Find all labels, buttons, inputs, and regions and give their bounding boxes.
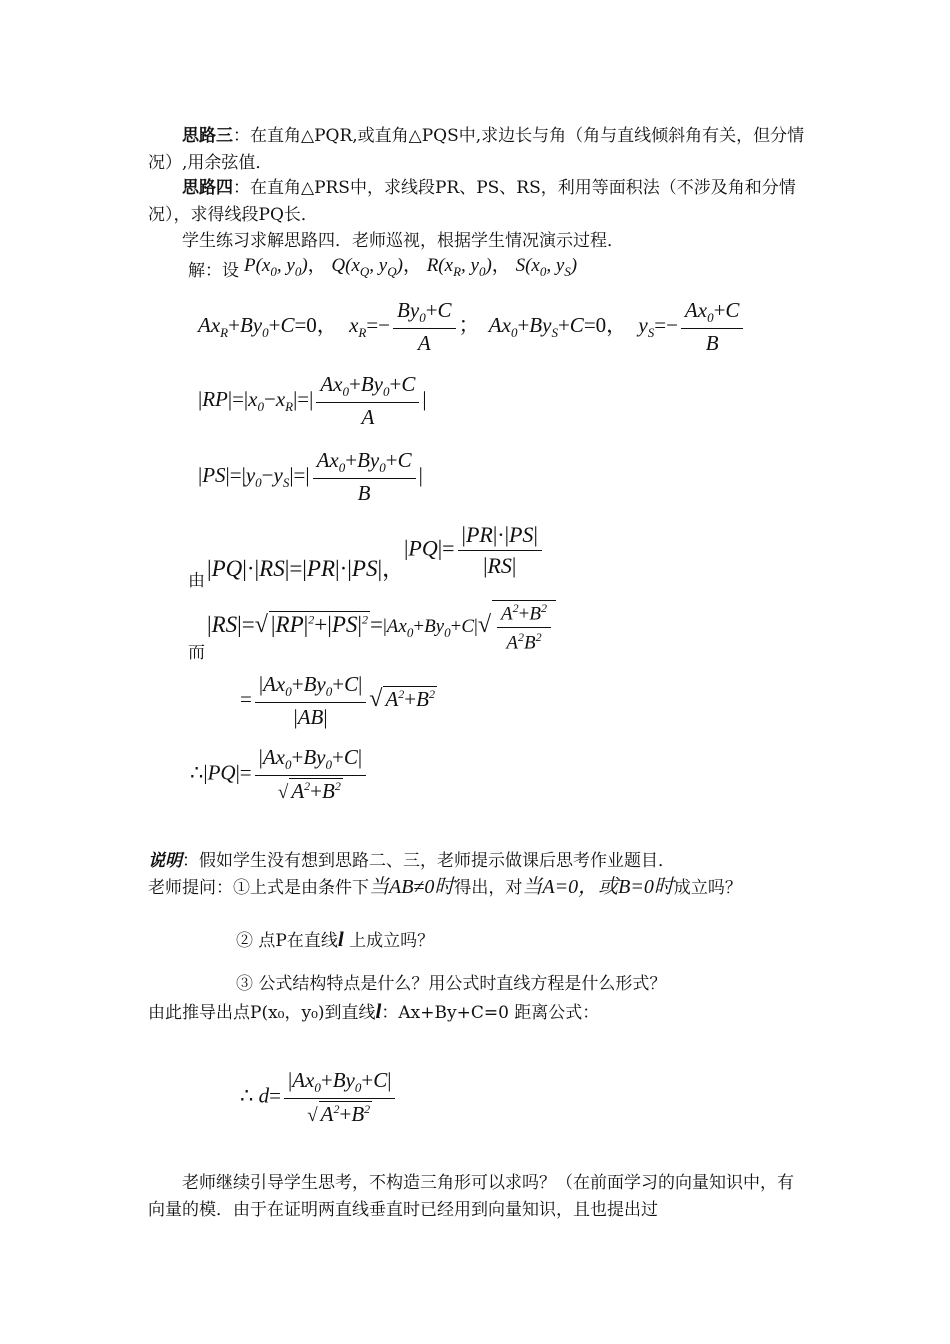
text-method-4: ：在直角△PRS中，求线段PR、PS、RS，利用等面积法（不涉及角和分情况），求得线段PQ长．: [148, 178, 796, 225]
eq-pq-ratio: |PQ|= $\frac{|PR|\cdot|PS|}{|RS|}$: [404, 522, 545, 579]
er-label: 而: [188, 643, 205, 663]
paragraph-question-2: [236, 926, 434, 954]
question-prefix: 老师提问：①上式是由条件下: [148, 878, 369, 898]
eq-rs: |RS|=√ $|RP|^2+|PS|^2=|Ax_0+By_0+C|√$ $\frac{A^2+B^2}{A^2B^2}$: [207, 600, 556, 655]
distance-formula: ∴ d= $\frac{|Ax_0+By_0+C|}{√ A^2+B^2}$: [240, 1068, 398, 1127]
eq-ps: $|PS|=|y_0-y_S|=|$ $\frac{Ax_0+By_0+C}{B}$ |: [198, 448, 423, 506]
paragraph-continue: [148, 1170, 808, 1224]
question-condition-1: 当AB≠0时: [369, 876, 455, 898]
note-text: ：假如学生没有想到思路二、三，老师提示做课后思考作业题目．: [182, 851, 675, 871]
question-end: 成立吗？: [673, 878, 742, 898]
you-label: 由: [188, 571, 205, 591]
eq-area: |PQ|·|RS|=|PR|·|PS|，: [207, 556, 406, 581]
paragraph-note: [148, 848, 808, 875]
eq-rp: $|RP|=|x_0-x_R|=|$ $\frac{Ax_0+By_0+C}{A}$ |: [198, 372, 427, 430]
paragraph-question-3: [236, 971, 666, 997]
question-2-pre: ② 点P在直线: [236, 931, 338, 951]
question-2-post: 上成立吗？: [343, 931, 435, 951]
word-you: [188, 568, 205, 594]
derive-pre: 由此推导出点P(x₀，y₀)到直线: [148, 1003, 376, 1023]
label-method-4: 思路四: [182, 178, 233, 198]
continue-text: 老师继续引导学生思考，不构造三角形可以求吗？（在前面学习的向量知识中，有向量的模．由于在证明两直线垂直时已经用到向量知识，且也提出过: [148, 1173, 794, 1220]
word-er: [188, 640, 205, 666]
paragraph-method-3: [148, 123, 808, 177]
solution-intro: [188, 258, 239, 284]
paragraph-question-1: [148, 874, 808, 902]
points-definition: $P(x_0$, $y_0$)， $Q(x_Q$, $y_Q$)， $R(x_R$, $y_0$)， $S(x_0$, $y_S$): [244, 255, 578, 279]
eq-rs-simplified: = $\frac{|Ax_0+By_0+C|}{|AB|}$ √ $A^2+B^2$: [240, 672, 435, 730]
label-method-3: 思路三: [182, 126, 233, 146]
question-2-line: l: [337, 927, 344, 951]
question-mid: 得出，对: [454, 878, 523, 898]
question-condition-2a: 当A=0，: [522, 876, 599, 898]
paragraph-derive: [148, 998, 599, 1026]
eq-pq-result: ∴|PQ|= $\frac{|Ax_0+By_0+C|}{√ A^2+B^2}$: [190, 745, 369, 804]
note-label: 说明: [148, 851, 182, 871]
eq-row-1: $Ax_R+By_0+C=0$， $x_R=-$ $\frac{By_0+C}{A}$ ； $Ax_0+By_S+C=0$， $y_S=-$ $\frac{Ax_0+C}{B}$: [198, 298, 746, 356]
derive-line: l: [375, 999, 382, 1023]
text-method-3: ：在直角△PQR,或直角△PQS中,求边长与角（角与直线倾斜角有关，但分情况）,用余弦值．: [148, 126, 805, 173]
question-3: ③ 公式结构特点是什么？用公式时直线方程是什么形式？: [236, 974, 667, 994]
text-practice: 学生练习求解思路四．老师巡视，根据学生情况演示过程．: [182, 231, 624, 251]
derive-post: ：Ax+By+C=0 距离公式：: [381, 1003, 600, 1023]
solution-label: 解：设: [188, 261, 239, 281]
question-condition-2b: 或B=0时: [598, 876, 674, 898]
paragraph-method-4: [148, 175, 808, 229]
